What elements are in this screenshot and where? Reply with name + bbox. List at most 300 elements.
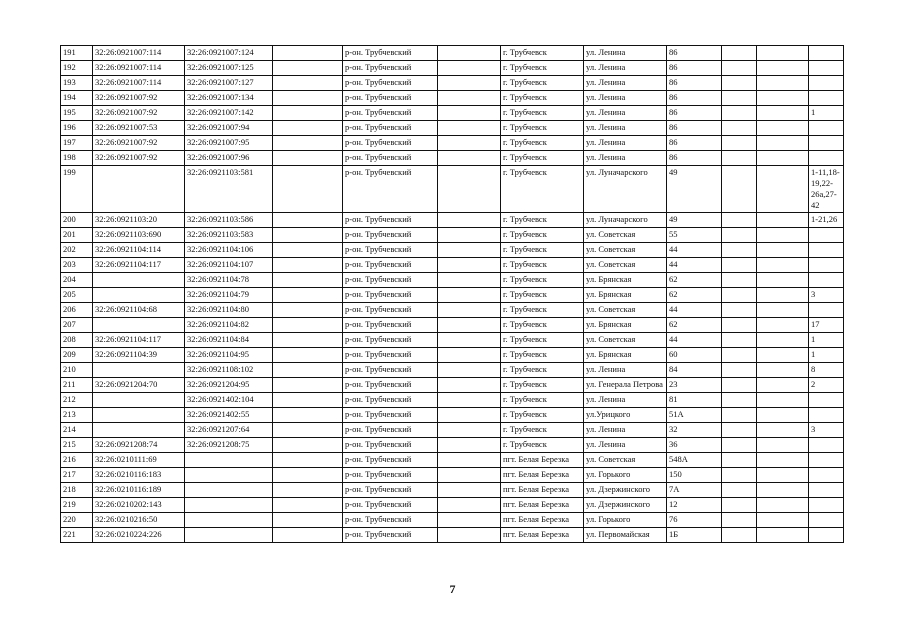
- empty-cell: [438, 483, 501, 498]
- row-number: 212: [61, 393, 93, 408]
- house-number-cell: 81: [667, 393, 722, 408]
- locality-cell: г. Трубчевск: [501, 378, 584, 393]
- empty-cell: [757, 243, 809, 258]
- house-number-cell: 49: [667, 166, 722, 213]
- empty-cell: [757, 91, 809, 106]
- row-number: 199: [61, 166, 93, 213]
- empty-cell: [722, 91, 757, 106]
- empty-cell: [273, 438, 343, 453]
- street-cell: ул. Советская: [584, 243, 667, 258]
- street-cell: ул. Ленина: [584, 121, 667, 136]
- cadastral-number-building: 32:26:0921104:95: [185, 348, 273, 363]
- empty-cell: [438, 378, 501, 393]
- apartments-cell: 3: [809, 423, 844, 438]
- house-number-cell: 44: [667, 258, 722, 273]
- street-cell: ул. Советская: [584, 258, 667, 273]
- empty-cell: [438, 528, 501, 543]
- empty-cell: [757, 61, 809, 76]
- cadastral-number-building: 32:26:0921103:586: [185, 213, 273, 228]
- locality-cell: г. Трубчевск: [501, 121, 584, 136]
- empty-cell: [757, 378, 809, 393]
- cadastral-number-parcel: [93, 408, 185, 423]
- empty-cell: [757, 423, 809, 438]
- row-number: 217: [61, 468, 93, 483]
- empty-cell: [273, 483, 343, 498]
- cadastral-number-parcel: 32:26:0921007:92: [93, 91, 185, 106]
- table-row: [61, 318, 844, 333]
- district-cell: р-он. Трубчевский: [343, 166, 438, 213]
- cadastral-number-parcel: 32:26:0921208:74: [93, 438, 185, 453]
- table-row: [61, 166, 844, 213]
- row-number: 192: [61, 61, 93, 76]
- district-cell: р-он. Трубчевский: [343, 363, 438, 378]
- empty-cell: [722, 483, 757, 498]
- district-cell: р-он. Трубчевский: [343, 151, 438, 166]
- row-number: 214: [61, 423, 93, 438]
- cadastral-number-parcel: 32:26:0921103:20: [93, 213, 185, 228]
- cadastral-number-building: [185, 483, 273, 498]
- house-number-cell: 84: [667, 363, 722, 378]
- apartments-cell: 17: [809, 318, 844, 333]
- empty-cell: [757, 528, 809, 543]
- street-cell: ул. Ленина: [584, 76, 667, 91]
- empty-cell: [273, 213, 343, 228]
- empty-cell: [273, 318, 343, 333]
- district-cell: р-он. Трубчевский: [343, 423, 438, 438]
- table-row: [61, 273, 844, 288]
- locality-cell: г. Трубчевск: [501, 76, 584, 91]
- table-row: [61, 423, 844, 438]
- empty-cell: [273, 303, 343, 318]
- table-row: [61, 378, 844, 393]
- cadastral-number-parcel: 32:26:0921007:53: [93, 121, 185, 136]
- table-row: [61, 46, 844, 61]
- table-row: [61, 333, 844, 348]
- house-number-cell: 548А: [667, 453, 722, 468]
- locality-cell: пгт. Белая Березка: [501, 528, 584, 543]
- empty-cell: [438, 106, 501, 121]
- cadastral-number-parcel: 32:26:0921104:117: [93, 333, 185, 348]
- table-row: [61, 213, 844, 228]
- apartments-cell: [809, 438, 844, 453]
- empty-cell: [722, 438, 757, 453]
- house-number-cell: 76: [667, 513, 722, 528]
- district-cell: р-он. Трубчевский: [343, 136, 438, 151]
- apartments-cell: [809, 453, 844, 468]
- apartments-cell: 1-21,26: [809, 213, 844, 228]
- cadastral-number-building: 32:26:0921104:106: [185, 243, 273, 258]
- cadastral-number-building: 32:26:0921104:78: [185, 273, 273, 288]
- cadastral-number-parcel: 32:26:0921104:68: [93, 303, 185, 318]
- street-cell: ул. Горького: [584, 468, 667, 483]
- cadastral-number-building: 32:26:0921207:64: [185, 423, 273, 438]
- locality-cell: пгт. Белая Березка: [501, 453, 584, 468]
- district-cell: р-он. Трубчевский: [343, 453, 438, 468]
- cadastral-number-building: 32:26:0921007:94: [185, 121, 273, 136]
- row-number: 197: [61, 136, 93, 151]
- cadastral-number-parcel: [93, 423, 185, 438]
- house-number-cell: 86: [667, 91, 722, 106]
- cadastral-number-building: 32:26:0921104:84: [185, 333, 273, 348]
- table-row: [61, 228, 844, 243]
- row-number: 195: [61, 106, 93, 121]
- district-cell: р-он. Трубчевский: [343, 121, 438, 136]
- row-number: 205: [61, 288, 93, 303]
- street-cell: ул. Советская: [584, 228, 667, 243]
- locality-cell: пгт. Белая Березка: [501, 483, 584, 498]
- empty-cell: [722, 61, 757, 76]
- district-cell: р-он. Трубчевский: [343, 408, 438, 423]
- cadastral-number-building: [185, 498, 273, 513]
- street-cell: ул. Луначарского: [584, 166, 667, 213]
- table-row: [61, 91, 844, 106]
- table-row: [61, 121, 844, 136]
- row-number: 219: [61, 498, 93, 513]
- row-number: 209: [61, 348, 93, 363]
- empty-cell: [273, 408, 343, 423]
- locality-cell: г. Трубчевск: [501, 273, 584, 288]
- empty-cell: [722, 408, 757, 423]
- apartments-cell: 1: [809, 333, 844, 348]
- cadastral-number-building: 32:26:0921104:80: [185, 303, 273, 318]
- apartments-cell: [809, 498, 844, 513]
- empty-cell: [438, 513, 501, 528]
- district-cell: р-он. Трубчевский: [343, 513, 438, 528]
- table-body: [61, 46, 844, 543]
- apartments-cell: [809, 136, 844, 151]
- empty-cell: [757, 333, 809, 348]
- empty-cell: [273, 468, 343, 483]
- empty-cell: [722, 121, 757, 136]
- street-cell: ул. Брянская: [584, 273, 667, 288]
- empty-cell: [273, 378, 343, 393]
- apartments-cell: [809, 61, 844, 76]
- table-row: [61, 106, 844, 121]
- locality-cell: г. Трубчевск: [501, 393, 584, 408]
- empty-cell: [757, 76, 809, 91]
- empty-cell: [722, 528, 757, 543]
- row-number: 216: [61, 453, 93, 468]
- cadastral-number-building: 32:26:0921103:581: [185, 166, 273, 213]
- row-number: 202: [61, 243, 93, 258]
- empty-cell: [438, 348, 501, 363]
- empty-cell: [722, 288, 757, 303]
- district-cell: р-он. Трубчевский: [343, 106, 438, 121]
- row-number: 208: [61, 333, 93, 348]
- empty-cell: [438, 438, 501, 453]
- empty-cell: [438, 151, 501, 166]
- empty-cell: [757, 363, 809, 378]
- district-cell: р-он. Трубчевский: [343, 528, 438, 543]
- empty-cell: [273, 151, 343, 166]
- empty-cell: [722, 166, 757, 213]
- locality-cell: г. Трубчевск: [501, 408, 584, 423]
- street-cell: ул. Ленина: [584, 363, 667, 378]
- cadastral-number-building: 32:26:0921007:96: [185, 151, 273, 166]
- cadastral-number-parcel: 32:26:0921007:92: [93, 136, 185, 151]
- cadastral-number-building: 32:26:0921104:107: [185, 258, 273, 273]
- cadastral-number-parcel: [93, 273, 185, 288]
- district-cell: р-он. Трубчевский: [343, 468, 438, 483]
- empty-cell: [438, 61, 501, 76]
- empty-cell: [438, 213, 501, 228]
- apartments-cell: 1-11,18-19,22-26а,27-42: [809, 166, 844, 213]
- street-cell: ул. Брянская: [584, 348, 667, 363]
- table-row: [61, 513, 844, 528]
- empty-cell: [273, 228, 343, 243]
- street-cell: ул. Ленина: [584, 151, 667, 166]
- empty-cell: [722, 333, 757, 348]
- row-number: 207: [61, 318, 93, 333]
- empty-cell: [273, 136, 343, 151]
- empty-cell: [273, 76, 343, 91]
- cadastral-number-building: 32:26:0921007:142: [185, 106, 273, 121]
- table-row: [61, 288, 844, 303]
- apartments-cell: [809, 121, 844, 136]
- house-number-cell: 44: [667, 303, 722, 318]
- cadastral-number-building: [185, 513, 273, 528]
- empty-cell: [757, 166, 809, 213]
- cadastral-number-building: 32:26:0921007:134: [185, 91, 273, 106]
- district-cell: р-он. Трубчевский: [343, 333, 438, 348]
- cadastral-number-parcel: [93, 363, 185, 378]
- locality-cell: г. Трубчевск: [501, 243, 584, 258]
- empty-cell: [438, 228, 501, 243]
- page-number: 7: [449, 582, 456, 596]
- empty-cell: [757, 438, 809, 453]
- street-cell: ул. Ленина: [584, 438, 667, 453]
- apartments-cell: 8: [809, 363, 844, 378]
- empty-cell: [273, 498, 343, 513]
- row-number: 211: [61, 378, 93, 393]
- empty-cell: [757, 121, 809, 136]
- empty-cell: [438, 121, 501, 136]
- cadastral-number-parcel: 32:26:0210202:143: [93, 498, 185, 513]
- empty-cell: [757, 498, 809, 513]
- empty-cell: [722, 258, 757, 273]
- row-number: 194: [61, 91, 93, 106]
- cadastral-number-parcel: 32:26:0921007:92: [93, 106, 185, 121]
- street-cell: ул. Ленина: [584, 393, 667, 408]
- row-number: 210: [61, 363, 93, 378]
- empty-cell: [273, 288, 343, 303]
- table-row: [61, 151, 844, 166]
- row-number: 204: [61, 273, 93, 288]
- house-number-cell: 49: [667, 213, 722, 228]
- locality-cell: г. Трубчевск: [501, 303, 584, 318]
- empty-cell: [438, 333, 501, 348]
- house-number-cell: 86: [667, 136, 722, 151]
- locality-cell: г. Трубчевск: [501, 136, 584, 151]
- cadastral-number-parcel: [93, 288, 185, 303]
- row-number: 198: [61, 151, 93, 166]
- district-cell: р-он. Трубчевский: [343, 213, 438, 228]
- district-cell: р-он. Трубчевский: [343, 378, 438, 393]
- empty-cell: [438, 258, 501, 273]
- apartments-cell: [809, 258, 844, 273]
- table-row: [61, 483, 844, 498]
- empty-cell: [722, 318, 757, 333]
- empty-cell: [722, 106, 757, 121]
- cadastral-number-building: [185, 528, 273, 543]
- house-number-cell: 1Б: [667, 528, 722, 543]
- cadastral-number-building: 32:26:0921104:82: [185, 318, 273, 333]
- locality-cell: г. Трубчевск: [501, 46, 584, 61]
- empty-cell: [757, 468, 809, 483]
- cadastral-number-parcel: [93, 318, 185, 333]
- locality-cell: г. Трубчевск: [501, 333, 584, 348]
- locality-cell: г. Трубчевск: [501, 61, 584, 76]
- district-cell: р-он. Трубчевский: [343, 498, 438, 513]
- apartments-cell: [809, 273, 844, 288]
- apartments-cell: [809, 483, 844, 498]
- locality-cell: г. Трубчевск: [501, 213, 584, 228]
- empty-cell: [757, 408, 809, 423]
- row-number: 193: [61, 76, 93, 91]
- apartments-cell: [809, 528, 844, 543]
- empty-cell: [273, 166, 343, 213]
- table-row: [61, 76, 844, 91]
- empty-cell: [722, 348, 757, 363]
- empty-cell: [273, 453, 343, 468]
- street-cell: ул.Урицкого: [584, 408, 667, 423]
- empty-cell: [273, 528, 343, 543]
- empty-cell: [438, 288, 501, 303]
- apartments-cell: [809, 76, 844, 91]
- house-number-cell: 44: [667, 333, 722, 348]
- locality-cell: г. Трубчевск: [501, 318, 584, 333]
- locality-cell: г. Трубчевск: [501, 151, 584, 166]
- cadastral-number-parcel: 32:26:0921104:114: [93, 243, 185, 258]
- row-number: 203: [61, 258, 93, 273]
- locality-cell: г. Трубчевск: [501, 166, 584, 213]
- empty-cell: [438, 91, 501, 106]
- cadastral-number-building: 32:26:0921007:127: [185, 76, 273, 91]
- street-cell: ул. Генерала Петрова: [584, 378, 667, 393]
- row-number: 191: [61, 46, 93, 61]
- district-cell: р-он. Трубчевский: [343, 303, 438, 318]
- apartments-cell: [809, 303, 844, 318]
- empty-cell: [438, 46, 501, 61]
- cadastral-number-building: [185, 468, 273, 483]
- district-cell: р-он. Трубчевский: [343, 76, 438, 91]
- row-number: 220: [61, 513, 93, 528]
- apartments-cell: [809, 228, 844, 243]
- house-number-cell: 23: [667, 378, 722, 393]
- empty-cell: [438, 453, 501, 468]
- row-number: 196: [61, 121, 93, 136]
- cadastral-number-parcel: 32:26:0921007:114: [93, 61, 185, 76]
- house-number-cell: 44: [667, 243, 722, 258]
- district-cell: р-он. Трубчевский: [343, 243, 438, 258]
- street-cell: ул. Советская: [584, 453, 667, 468]
- house-number-cell: 62: [667, 318, 722, 333]
- cadastral-number-building: 32:26:0921007:125: [185, 61, 273, 76]
- locality-cell: пгт. Белая Березка: [501, 498, 584, 513]
- empty-cell: [757, 151, 809, 166]
- house-number-cell: 36: [667, 438, 722, 453]
- street-cell: ул. Луначарского: [584, 213, 667, 228]
- street-cell: ул. Ленина: [584, 91, 667, 106]
- house-number-cell: 32: [667, 423, 722, 438]
- empty-cell: [438, 273, 501, 288]
- apartments-cell: 1: [809, 348, 844, 363]
- empty-cell: [757, 46, 809, 61]
- locality-cell: г. Трубчевск: [501, 258, 584, 273]
- empty-cell: [722, 273, 757, 288]
- cadastral-number-parcel: 32:26:0921104:117: [93, 258, 185, 273]
- empty-cell: [722, 468, 757, 483]
- apartments-cell: [809, 393, 844, 408]
- locality-cell: г. Трубчевск: [501, 348, 584, 363]
- empty-cell: [722, 498, 757, 513]
- row-number: 200: [61, 213, 93, 228]
- cadastral-number-building: 32:26:0921208:75: [185, 438, 273, 453]
- house-number-cell: 86: [667, 76, 722, 91]
- apartments-cell: [809, 151, 844, 166]
- empty-cell: [438, 76, 501, 91]
- street-cell: ул. Брянская: [584, 288, 667, 303]
- apartments-cell: [809, 46, 844, 61]
- row-number: 206: [61, 303, 93, 318]
- apartments-cell: 2: [809, 378, 844, 393]
- locality-cell: г. Трубчевск: [501, 423, 584, 438]
- table-row: [61, 363, 844, 378]
- cadastral-number-parcel: [93, 166, 185, 213]
- empty-cell: [722, 228, 757, 243]
- empty-cell: [757, 273, 809, 288]
- table-row: [61, 498, 844, 513]
- district-cell: р-он. Трубчевский: [343, 258, 438, 273]
- empty-cell: [757, 136, 809, 151]
- empty-cell: [757, 513, 809, 528]
- locality-cell: г. Трубчевск: [501, 228, 584, 243]
- table-row: [61, 528, 844, 543]
- district-cell: р-он. Трубчевский: [343, 393, 438, 408]
- house-number-cell: 150: [667, 468, 722, 483]
- cadastral-number-parcel: 32:26:0921204:70: [93, 378, 185, 393]
- empty-cell: [722, 76, 757, 91]
- house-number-cell: 12: [667, 498, 722, 513]
- table-row: [61, 468, 844, 483]
- district-cell: р-он. Трубчевский: [343, 91, 438, 106]
- cadastral-number-parcel: [93, 393, 185, 408]
- district-cell: р-он. Трубчевский: [343, 318, 438, 333]
- empty-cell: [438, 303, 501, 318]
- apartments-cell: 3: [809, 288, 844, 303]
- house-number-cell: 55: [667, 228, 722, 243]
- street-cell: ул. Первомайская: [584, 528, 667, 543]
- street-cell: ул. Горького: [584, 513, 667, 528]
- table-row: [61, 243, 844, 258]
- row-number: 218: [61, 483, 93, 498]
- district-cell: р-он. Трубчевский: [343, 273, 438, 288]
- house-number-cell: 7А: [667, 483, 722, 498]
- empty-cell: [273, 273, 343, 288]
- empty-cell: [722, 378, 757, 393]
- table-row: [61, 61, 844, 76]
- table-row: [61, 303, 844, 318]
- apartments-cell: [809, 243, 844, 258]
- house-number-cell: 86: [667, 46, 722, 61]
- empty-cell: [757, 106, 809, 121]
- apartments-cell: [809, 513, 844, 528]
- row-number: 213: [61, 408, 93, 423]
- street-cell: ул. Дзержинского: [584, 483, 667, 498]
- empty-cell: [722, 303, 757, 318]
- table-row: [61, 438, 844, 453]
- cadastral-number-parcel: 32:26:0921104:39: [93, 348, 185, 363]
